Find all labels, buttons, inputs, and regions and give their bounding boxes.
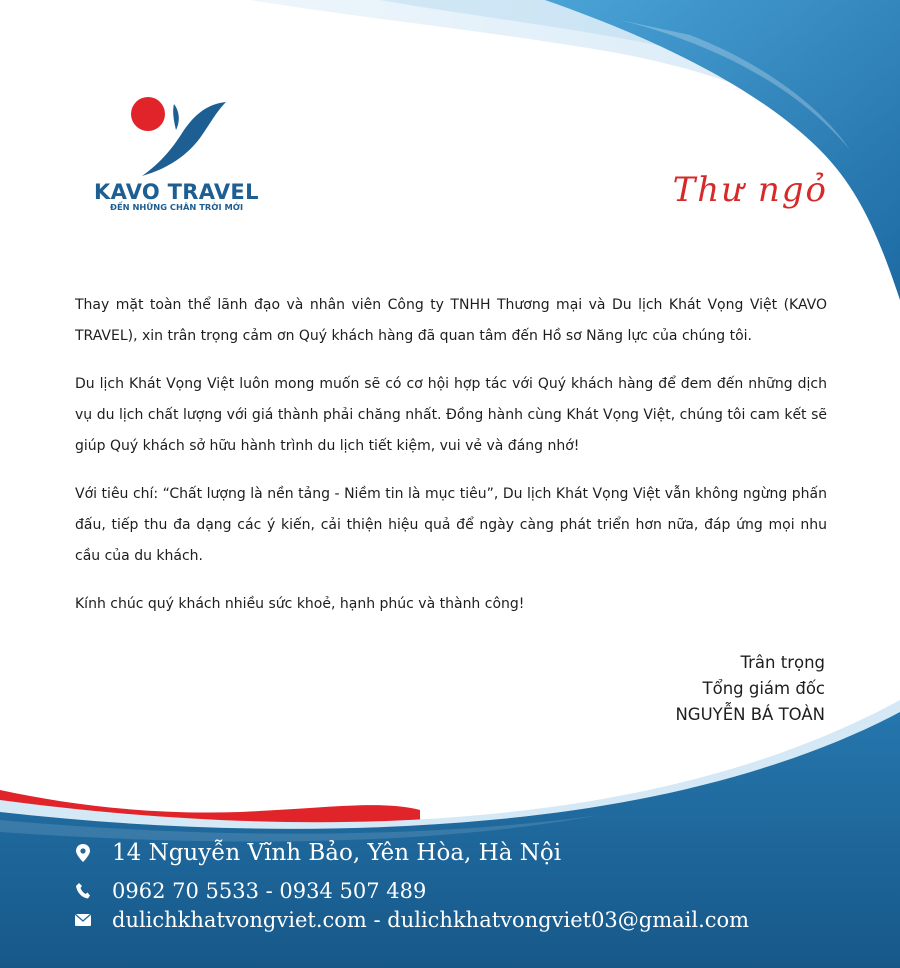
letter-paragraph: Với tiêu chí: “Chất lượng là nền tảng - Niềm tin là mục tiêu”, Du lịch Khát Vọng Việt vẫn không ngừng phấn đấu, tiếp thu đa dạng các ý kiến, cải thiện hiệu quả để ngày càng phát triển hơn nữa, đáp ứng mọi nhu cầu của du khách. xyxy=(75,486,827,564)
closing-text: Trân trọng xyxy=(740,653,825,672)
contact-phone[interactable]: 0962 70 5533 - 0934 507 489 xyxy=(112,879,427,903)
letter-title: Thư ngỏ xyxy=(672,170,828,210)
contact-web-email[interactable]: dulichkhatvongviet.com - dulichkhatvongviet03@gmail.com xyxy=(112,908,750,932)
signer-name: NGUYỄN BÁ TOÀN xyxy=(675,705,825,724)
signer-position: Tổng giám đốc xyxy=(702,679,825,698)
letter-paragraph: Kính chúc quý khách nhiều sức khoẻ, hạnh phúc và thành công! xyxy=(75,596,525,612)
location-pin-icon xyxy=(74,844,92,862)
brand-name: KAVO TRAVEL xyxy=(94,180,259,204)
phone-icon xyxy=(74,882,92,900)
brand-tagline: ĐẾN NHỮNG CHÂN TRỜI MỚI xyxy=(110,202,244,212)
kavo-logo-mark xyxy=(128,96,238,178)
letter-paragraph: Du lịch Khát Vọng Việt luôn mong muốn sẽ có cơ hội hợp tác với Quý khách hàng để đem đến những dịch vụ du lịch chất lượng với giá thành phải chăng nhất. Đồng hành cùng Khát Vọng Việt, chúng tôi cam kết sẽ giúp Quý khách sở hữu hành trình du lịch tiết kiệm, vui vẻ và đáng nhớ! xyxy=(75,376,827,454)
contact-email-row xyxy=(74,903,749,937)
envelope-icon xyxy=(74,911,92,929)
contact-address-row xyxy=(74,836,561,870)
signature-block xyxy=(675,650,825,728)
letter-paragraph: Thay mặt toàn thể lãnh đạo và nhân viên Công ty TNHH Thương mại và Du lịch Khát Vọng Việt (KAVO TRAVEL), xin trân trọng cảm ơn Quý khách hàng đã quan tâm đến Hồ sơ Năng lực của chúng tôi. xyxy=(75,297,827,344)
letter-body xyxy=(75,290,827,637)
contact-address: 14 Nguyễn Vĩnh Bảo, Yên Hòa, Hà Nội xyxy=(112,840,562,866)
company-logo xyxy=(86,96,286,226)
